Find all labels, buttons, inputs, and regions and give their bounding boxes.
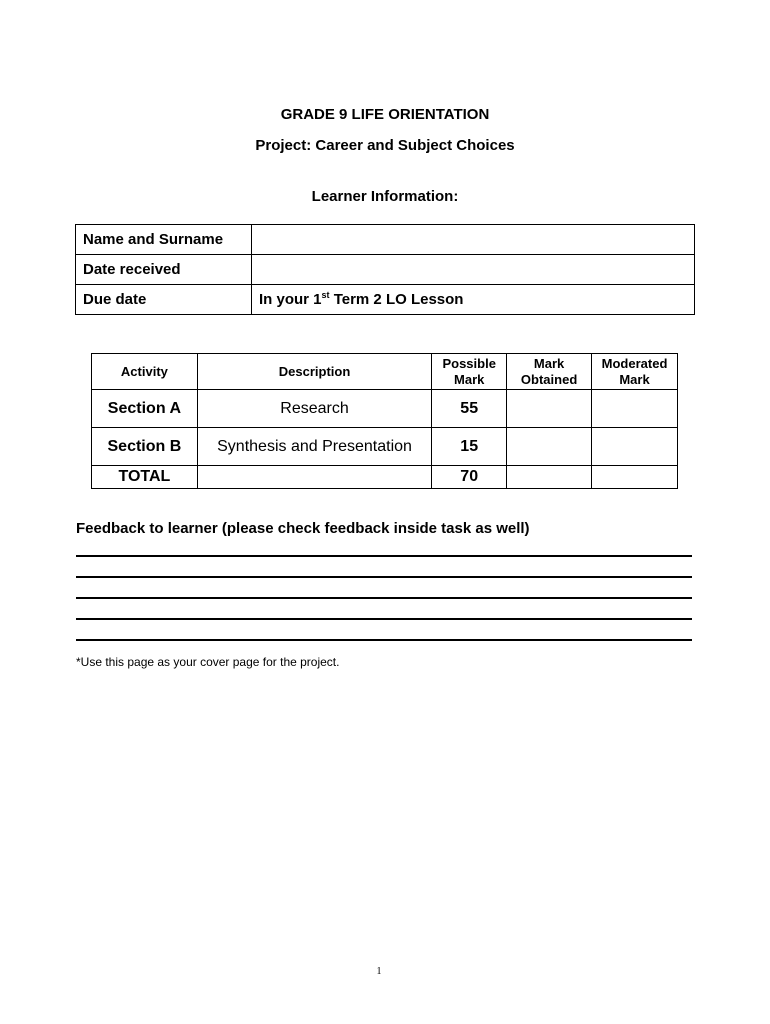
header-moderated-line1: Moderated <box>601 355 668 371</box>
date-received-field[interactable] <box>252 255 695 285</box>
row-possible-mark: 55 <box>432 390 507 428</box>
name-row <box>76 225 695 255</box>
feedback-line[interactable] <box>76 576 692 578</box>
due-date-value <box>252 285 695 315</box>
row-possible-mark: 15 <box>432 428 507 466</box>
table-row <box>92 466 678 489</box>
row-activity: Section A <box>92 390 198 428</box>
header-mark-obtained <box>507 354 592 390</box>
header-moderated-mark <box>592 354 678 390</box>
header-possible-mark <box>432 354 507 390</box>
feedback-line[interactable] <box>76 597 692 599</box>
learner-info-heading: Learner Information: <box>311 188 459 205</box>
feedback-heading: Feedback to learner (please check feedback inside task as well) <box>76 520 530 537</box>
row-moderated-mark[interactable] <box>592 390 678 428</box>
due-date-sup: st <box>321 290 330 300</box>
marks-header-row <box>92 354 678 390</box>
row-moderated-mark[interactable] <box>592 466 678 489</box>
due-date-text-pre: In your 1 <box>259 291 322 308</box>
date-received-row <box>76 255 695 285</box>
page-number: 1 <box>376 966 382 977</box>
row-description <box>197 466 431 489</box>
header-moderated-line2: Mark <box>619 371 650 387</box>
due-date-text-post: Term 2 LO Lesson <box>329 291 464 308</box>
table-row <box>92 390 678 428</box>
feedback-line[interactable] <box>76 639 692 641</box>
name-label: Name and Surname <box>76 225 252 255</box>
due-date-label: Due date <box>76 285 252 315</box>
row-description: Synthesis and Presentation <box>197 428 431 466</box>
row-mark-obtained[interactable] <box>507 428 592 466</box>
header-obtained-line2: Obtained <box>520 371 578 387</box>
due-date-row <box>76 285 695 315</box>
marks-table <box>91 353 678 489</box>
header-possible-line1: Possible <box>442 355 496 371</box>
row-description: Research <box>197 390 431 428</box>
feedback-line[interactable] <box>76 555 692 557</box>
header-possible-line2: Mark <box>454 371 485 387</box>
row-activity: TOTAL <box>92 466 198 489</box>
row-activity: Section B <box>92 428 198 466</box>
date-received-label: Date received <box>76 255 252 285</box>
name-field[interactable] <box>252 225 695 255</box>
learner-info-table <box>75 224 695 315</box>
row-moderated-mark[interactable] <box>592 428 678 466</box>
row-mark-obtained[interactable] <box>507 390 592 428</box>
cover-page-note: *Use this page as your cover page for the project. <box>76 655 340 669</box>
header-description: Description <box>197 354 431 390</box>
table-row <box>92 428 678 466</box>
header-obtained-line1: Mark <box>533 355 565 371</box>
row-mark-obtained[interactable] <box>507 466 592 489</box>
header-activity: Activity <box>92 354 198 390</box>
feedback-line[interactable] <box>76 618 692 620</box>
project-subtitle: Project: Career and Subject Choices <box>255 137 515 154</box>
document-title: GRADE 9 LIFE ORIENTATION <box>280 106 490 123</box>
row-possible-mark: 70 <box>432 466 507 489</box>
